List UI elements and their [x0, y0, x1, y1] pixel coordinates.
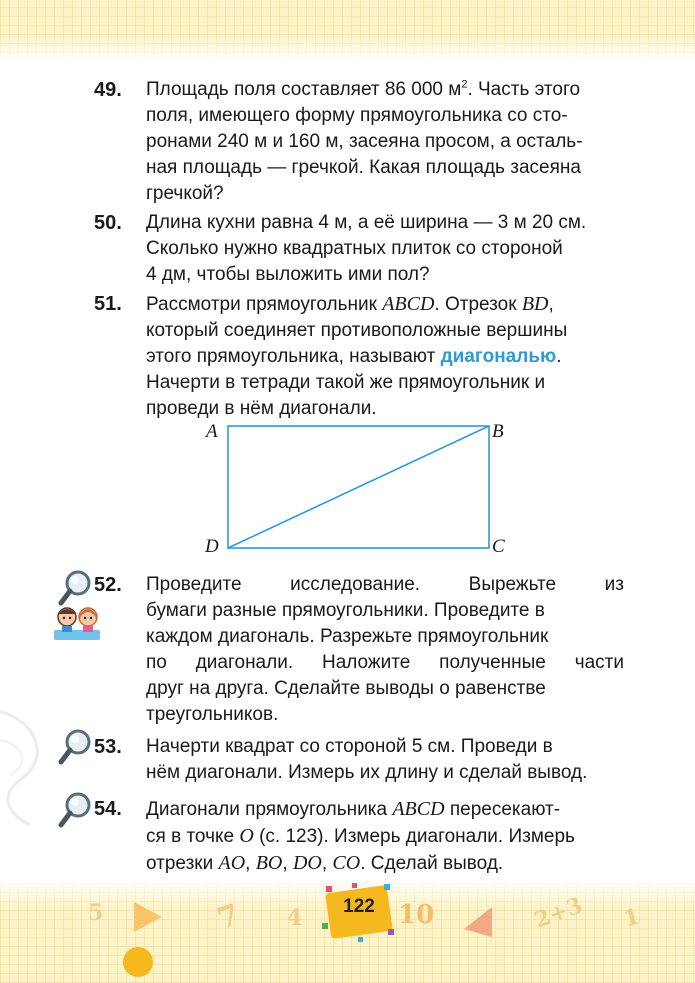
- vertex-a-label: A: [206, 421, 218, 442]
- decor-number: 7: [213, 897, 244, 938]
- task-number: 51.: [94, 293, 122, 315]
- text-line: Сколько нужно квадратных плиток со стороной: [146, 238, 563, 259]
- text-part: . Отрезок: [434, 294, 522, 315]
- text-line: [146, 850, 624, 877]
- text-part: ,: [548, 294, 554, 315]
- text-line: ронами 240 м и 160 м, засеяна просом, а осталь-: [146, 131, 583, 152]
- task-number: 53.: [94, 736, 122, 758]
- math-symbol: O: [239, 825, 254, 847]
- text-part: (с. 123). Измерь диагонали. Измерь: [253, 826, 575, 847]
- text-line: [146, 291, 624, 318]
- text-line: [146, 77, 624, 103]
- text-line: Начерти в тетради такой же прямоугольник и: [146, 372, 546, 393]
- rectangle-diagram: [200, 420, 500, 560]
- task-text: [146, 796, 624, 877]
- text-line: Длина кухни равна 4 м, а её ширина — 3 м 20 см.: [146, 212, 587, 233]
- text-line: Начерти квадрат со стороной 5 см. Проведи в: [146, 736, 553, 757]
- magnifier-icon: [58, 727, 94, 767]
- decor-number: 4: [287, 905, 303, 931]
- text-line: нём диагонали. Измерь их длину и сделай вывод.: [146, 762, 588, 783]
- math-symbol: BO: [255, 852, 283, 874]
- task-text: [146, 291, 624, 422]
- term-diagonal: диагональю: [440, 346, 557, 367]
- text-part: . Часть этого: [467, 79, 581, 100]
- vertex-b-label: B: [492, 421, 504, 442]
- task-number: 54.: [94, 798, 122, 820]
- task-number: 52.: [94, 574, 122, 596]
- task-number: 50.: [94, 212, 122, 234]
- text-line: бумаги разные прямоугольники. Проведите в: [146, 600, 545, 621]
- text-line: друг на друга. Сделайте выводы о равенстве: [146, 678, 546, 699]
- task-text: [146, 77, 624, 207]
- children-icon: [52, 602, 102, 642]
- triangle-shape: [462, 905, 496, 939]
- decor-number: 2+3: [531, 892, 587, 934]
- text-line: [146, 344, 624, 370]
- task-number: 49.: [94, 79, 122, 101]
- text-line: [146, 796, 624, 823]
- circle-shape: [120, 944, 156, 980]
- text-part: Рассмотри прямоугольник: [146, 294, 383, 315]
- text-part: этого прямоугольника, называют: [146, 346, 441, 367]
- text-part: ,: [245, 853, 256, 874]
- text-part: Площадь поля составляет 86 000 м: [146, 79, 462, 100]
- magnifier-icon: [58, 790, 94, 830]
- superscript: 2: [461, 78, 468, 91]
- text-part: Диагонали прямоугольника: [146, 799, 393, 820]
- triangle-shape: [130, 900, 164, 934]
- math-symbol: CO: [332, 852, 361, 874]
- text-part: ,: [321, 853, 333, 874]
- text-line: [146, 823, 624, 850]
- math-symbol: AO: [218, 852, 246, 874]
- text-line: поля, имеющего форму прямоугольника со сто-: [146, 105, 568, 126]
- text-line: по диагонали. Наложите полученные части: [146, 652, 624, 673]
- text-line: ная площадь — гречкой. Какая площадь засеяна: [146, 157, 581, 178]
- task-text: [146, 572, 624, 728]
- vertex-d-label: D: [205, 536, 219, 557]
- math-symbol: BD: [521, 293, 549, 315]
- page-number: 122: [343, 896, 375, 917]
- text-part: ,: [282, 853, 293, 874]
- text-line: проведи в нём диагонали.: [146, 398, 377, 419]
- text-part: ся в точке: [146, 826, 240, 847]
- decor-number: 10: [398, 900, 435, 930]
- left-swirl-decoration: [0, 690, 60, 830]
- task-text: [146, 734, 624, 786]
- text-part: .: [556, 346, 562, 367]
- text-part: пересекают-: [444, 799, 561, 820]
- text-line: 4 дм, чтобы выложить ими пол?: [146, 264, 430, 285]
- vertex-c-label: C: [492, 536, 505, 557]
- top-grid-band: [0, 0, 695, 62]
- text-line: каждом диагональ. Разрежьте прямоугольник: [146, 626, 549, 647]
- math-symbol: ABCD: [392, 798, 445, 820]
- text-line: треугольников.: [146, 704, 279, 725]
- decor-number: 1: [620, 903, 643, 933]
- math-symbol: DO: [292, 852, 322, 874]
- text-line: гречкой?: [146, 183, 224, 204]
- diagonal-bd: [228, 426, 489, 548]
- text-line: который соединяет противоположные вершины: [146, 320, 568, 341]
- text-line: Проведите исследование. Вырежьте из: [146, 574, 624, 595]
- text-part: . Сделай вывод.: [360, 853, 504, 874]
- decor-number: 5: [88, 900, 104, 926]
- task-text: [146, 210, 624, 288]
- text-part: отрезки: [146, 853, 219, 874]
- math-symbol: ABCD: [382, 293, 435, 315]
